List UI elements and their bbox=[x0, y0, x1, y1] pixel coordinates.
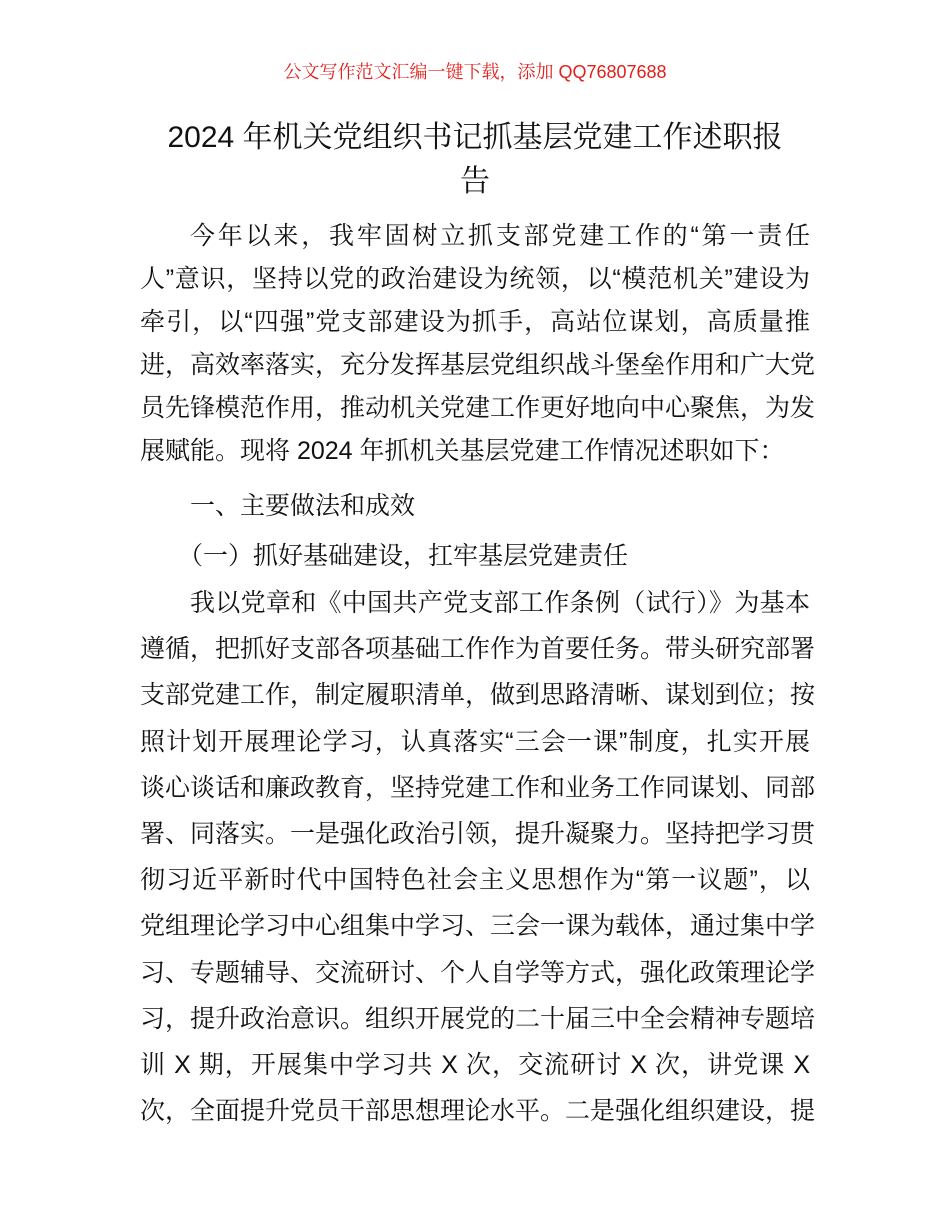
paragraph-line: 牵引，以“四强”党支部建设为抓手，高站位谋划，高质量推 bbox=[140, 308, 810, 336]
paragraph-line: 员先锋模范作用，推动机关党建工作更好地向中心聚焦，为发 bbox=[140, 394, 816, 422]
paragraph-line: 进，高效率落实，充分发挥基层党组织战斗堡垒作用和广大党 bbox=[140, 351, 816, 379]
paragraph-line: 党组理论学习中心组集中学习、三会一课为载体，通过集中学 bbox=[140, 912, 816, 941]
subsection-heading: （一）抓好基础建设，扛牢基层党建责任 bbox=[178, 542, 629, 570]
paragraph-line: 习、专题辅导、交流研讨、个人自学等方式，强化政策理论学 bbox=[140, 958, 816, 987]
document-title bbox=[140, 116, 810, 204]
paragraph-line: 遵循，把抓好支部各项基础工作作为首要任务。带头研究部署 bbox=[140, 635, 816, 664]
paragraph-line: 今年以来，我牢固树立抓支部党建工作的“第一责任 bbox=[190, 222, 810, 250]
title-line: 2024 年机关党组织书记抓基层党建工作述职报 bbox=[167, 121, 783, 154]
paragraph-line: 彻习近平新时代中国特色社会主义思想作为“第一议题”，以 bbox=[140, 866, 810, 895]
title-line: 告 bbox=[460, 165, 490, 198]
paragraph-line: 照计划开展理论学习，认真落实“三会一课”制度，扎实开展 bbox=[140, 727, 810, 756]
paragraph-line: 谈心谈话和廉政教育，坚持党建工作和业务工作同谋划、同部 bbox=[140, 773, 816, 802]
paragraph-line: 展赋能。现将 2024 年抓机关基层党建工作情况述职如下： bbox=[140, 437, 785, 465]
intro-paragraph bbox=[140, 215, 816, 473]
paragraph-line: 支部党建工作，制定履职清单，做到思路清晰、谋划到位；按 bbox=[140, 681, 816, 710]
paragraph-line: 我以党章和《中国共产党支部工作条例（试行）》为基本 bbox=[190, 589, 810, 617]
section-heading: 一、主要做法和成效 bbox=[190, 492, 416, 520]
body-paragraph bbox=[140, 580, 816, 1134]
paragraph-line: 次，全面提升党员干部思想理论水平。二是强化组织建设，提 bbox=[140, 1097, 816, 1126]
paragraph-line: 训 X 期，开展集中学习共 X 次，交流研讨 X 次，讲党课 X bbox=[140, 1050, 810, 1079]
paragraph-line: 署、同落实。一是强化政治引领，提升凝聚力。坚持把学习贯 bbox=[140, 819, 816, 848]
download-banner: 公文写作范文汇编一键下载，添加 QQ76807688 bbox=[283, 62, 667, 82]
paragraph-line: 习，提升政治意识。组织开展党的二十届三中全会精神专题培 bbox=[140, 1004, 816, 1033]
paragraph-line: 人”意识，坚持以党的政治建设为统领，以“模范机关”建设为 bbox=[140, 265, 810, 293]
